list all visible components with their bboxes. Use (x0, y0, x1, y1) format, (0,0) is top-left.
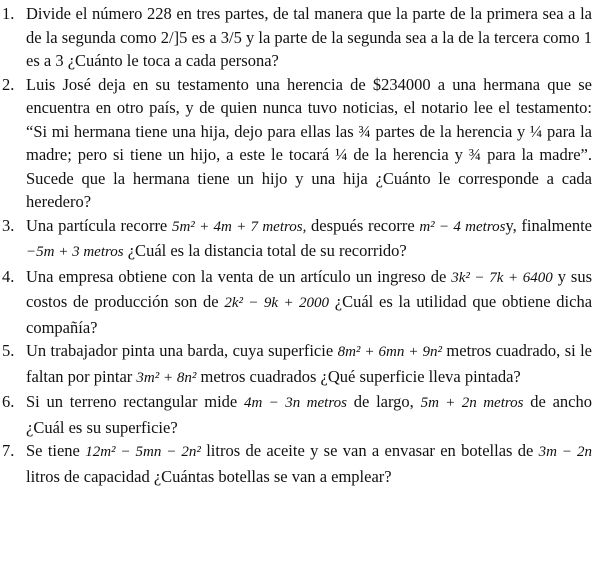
problem-text-segment: de ancho ¿Cuál es su superficie? (26, 392, 592, 437)
problem-text-segment: Un trabajador pinta una barda, cuya superficie (26, 341, 338, 360)
problem-item (0, 2, 592, 73)
math-expression: 5m² + 4m + 7 metros, (171, 218, 307, 235)
math-expression: m² − 4 metros (419, 218, 506, 235)
problem-text-segment: metros cuadrados ¿Qué superficie lleva pintada? (196, 366, 521, 386)
math-expression: 5m + 2n metros (420, 395, 524, 411)
problem-text-segment: Una partícula recorre (26, 215, 172, 235)
math-expression: 2k² − 9k + 2000 (224, 295, 329, 311)
problem-text-segment: después recorre (306, 215, 420, 235)
problem-number: 1. (2, 4, 15, 23)
math-expression: 4m − 3n metros (244, 395, 347, 411)
problem-number: 4. (2, 266, 15, 286)
math-expression: 3m − 2n (538, 444, 592, 460)
problem-text-segment: Si un terreno rectangular mide (26, 392, 245, 411)
problem-number: 6. (2, 392, 15, 411)
problem-text-segment: de largo, (346, 392, 421, 411)
problem-text (26, 439, 592, 488)
problem-number: 7. (2, 441, 15, 460)
problem-text (26, 390, 592, 439)
problem-item (0, 265, 592, 340)
problem-list (0, 2, 592, 488)
problem-number: 5. (2, 341, 15, 360)
problem-item (0, 339, 592, 390)
problem-item (0, 214, 592, 265)
problem-number: 2. (2, 74, 15, 94)
problem-text-segment: Se tiene (26, 441, 86, 460)
problem-item (0, 390, 592, 439)
problem-text-segment: litros de aceite y se van a envasar en botellas de (200, 441, 539, 460)
problem-item (0, 439, 592, 488)
problem-text (26, 339, 592, 390)
problem-text (26, 2, 592, 73)
math-expression: 8m² + 6mn + 9n² (337, 344, 443, 360)
problem-text-segment: Una empresa obtiene con la venta de un artículo un ingreso de (26, 266, 452, 286)
problem-item (0, 73, 592, 214)
problem-text (26, 73, 592, 214)
problem-text-segment: Luis José deja en su testamento una herencia de $234000 a una hermana que se encuentra en otro país, y de quien nunca tuvo noticias, el notario lee el testamento: “Si mi hermana tiene una hija, dejo para ellas las ¾ partes de la herencia y ¼ para la madre; pero si tiene un hijo, a este le tocará ¼ de la herencia y ¾ para la madre”. Sucede que la hermana tiene un hijo y una hija ¿Cuánto le corresponde a cada heredero? (26, 74, 592, 211)
problem-text-segment: Divide el número 228 en tres partes, de tal manera que la parte de la primera sea a la de la segunda como 2/]5 es a 3/5 y la parte de la segunda sea a la de la tercera como 1 es a 3 ¿Cuánto le toca a cada persona? (26, 4, 592, 70)
problem-number: 3. (2, 215, 15, 235)
problem-text-segment: ¿Cuál es la distancia total de su recorrido? (123, 241, 407, 260)
problem-text-segment: ¿Cuál es la utilidad que obtiene dicha compañía? (26, 292, 593, 337)
math-expression: 12m² − 5mn − 2n² (85, 444, 201, 460)
math-expression: 3k² − 7k + 6400 (451, 269, 553, 286)
problem-text-segment: litros de capacidad ¿Cuántas botellas se van a emplear? (26, 466, 392, 486)
math-expression: −5m + 3 metros (26, 244, 124, 260)
problem-text (26, 214, 592, 265)
problem-text-segment: y sus costos de producción son de (26, 266, 593, 311)
math-expression: 3m² + 8n² (136, 369, 197, 386)
problem-text-segment: y, finalmente (505, 215, 592, 235)
problem-text-segment: metros cuadrado, si le faltan por pintar (26, 341, 593, 386)
problem-text (26, 265, 592, 340)
